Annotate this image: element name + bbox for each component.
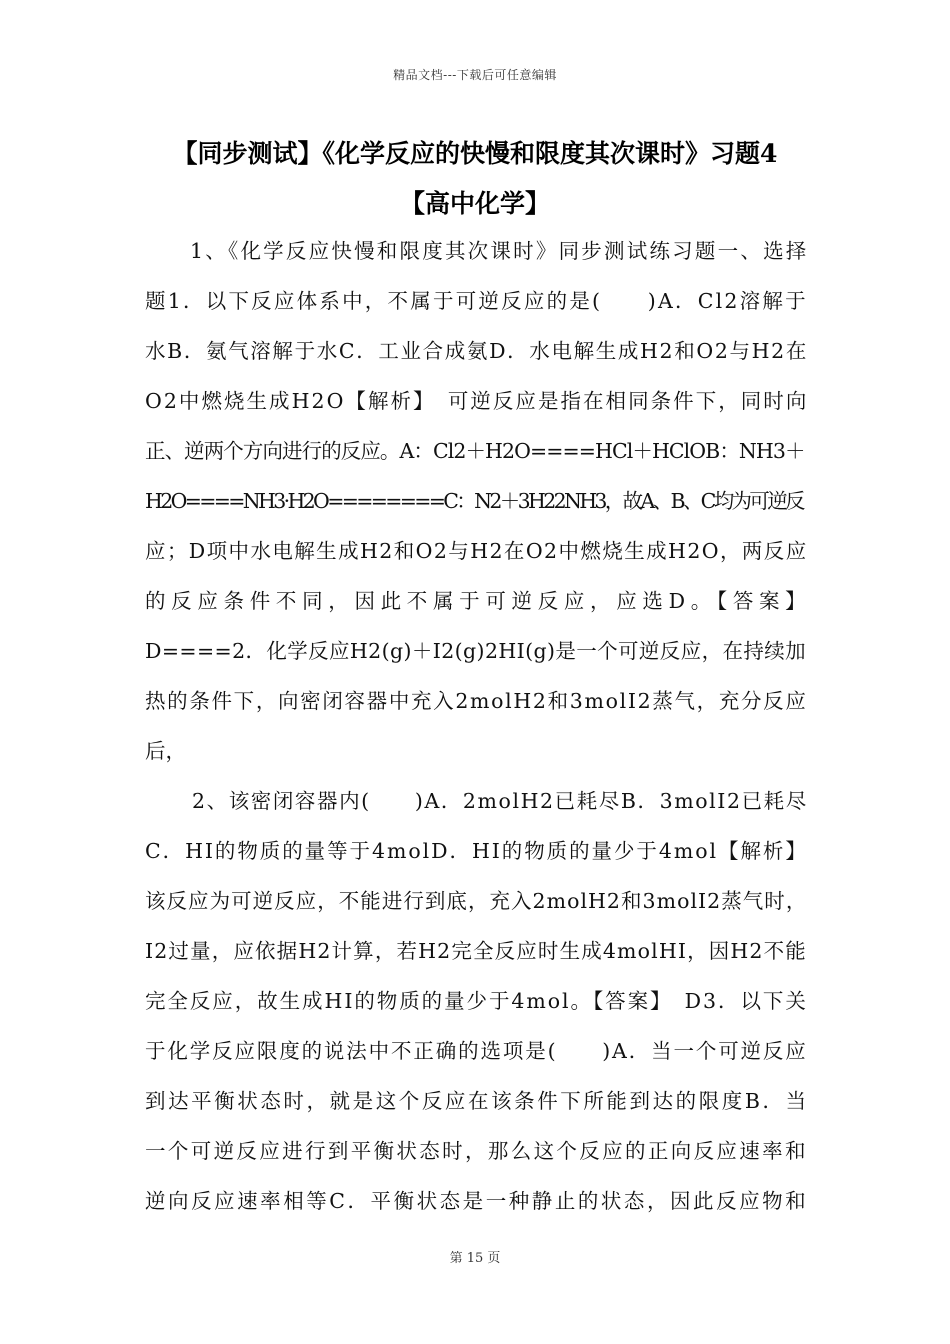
body-line: 逆向反应速率相等C．平衡状态是一种静止的状态，因此反应物和: [145, 1189, 809, 1213]
body-line: 应；D项中水电解生成H2和O2与H2在O2中燃烧生成H2O，两反应: [145, 539, 808, 563]
body-line: 到达平衡状态时，就是这个反应在该条件下所能到达的限度B．当: [145, 1089, 809, 1113]
page-number: 第 15 页: [449, 1251, 501, 1266]
body-line: H2O====NH3·H2O========C：N2＋3H22NH3，故A、B、C均为可逆反: [145, 489, 803, 513]
body-line: 该反应为可逆反应，不能进行到底，充入2molH2和3molI2蒸气时，: [145, 889, 808, 913]
body-line: D====2．化学反应H2(g)＋I2(g)2HI(g)是一个可逆反应，在持续加: [145, 639, 807, 663]
body-line: O2中燃烧生成H2O【解析】 可逆反应是指在相同条件下，同时向: [145, 389, 809, 413]
body-line: 后，: [145, 739, 186, 763]
body-line: 正、逆两个方向进行的反应。A：Cl2＋H2O====HCl＋HClOB：NH3＋: [145, 439, 805, 463]
page-header: 精品文档---下载后可任意编辑: [393, 68, 557, 82]
body-line: 2、该密闭容器内( )A．2molH2已耗尽B．3molI2已耗尽: [192, 789, 808, 813]
body-line: 1、《化学反应快慢和限度其次课时》同步测试练习题一、选择: [190, 239, 809, 263]
body-line: 热的条件下，向密闭容器中充入2molH2和3molI2蒸气，充分反应: [145, 689, 808, 713]
body-line: 一个可逆反应进行到平衡状态时，那么这个反应的正向反应速率和: [145, 1139, 808, 1163]
body-line: C．HI的物质的量等于4molD．HI的物质的量少于4mol【解析】: [145, 839, 808, 863]
body-line: 的反应条件不同，因此不属于可逆反应，应选D。【答案】: [145, 589, 812, 613]
body-line: 水B．氨气溶解于水C．工业合成氨D．水电解生成H2和O2与H2在: [145, 339, 809, 363]
document-title-line-2: 【高中化学】: [399, 189, 550, 218]
body-line: 于化学反应限度的说法中不正确的选项是( )A．当一个可逆反应: [145, 1039, 808, 1063]
body-line: 完全反应，故生成HI的物质的量少于4mol。【答案】 D3．以下关: [145, 989, 808, 1013]
body-line: 题1．以下反应体系中，不属于可逆反应的是( )A．Cl2溶解于: [145, 289, 808, 313]
document-title-line-1: 【同步测试】《化学反应的快慢和限度其次课时》习题4: [172, 139, 778, 168]
body-line: I2过量，应依据H2计算，若H2完全反应时生成4molHI，因H2不能: [145, 939, 807, 963]
